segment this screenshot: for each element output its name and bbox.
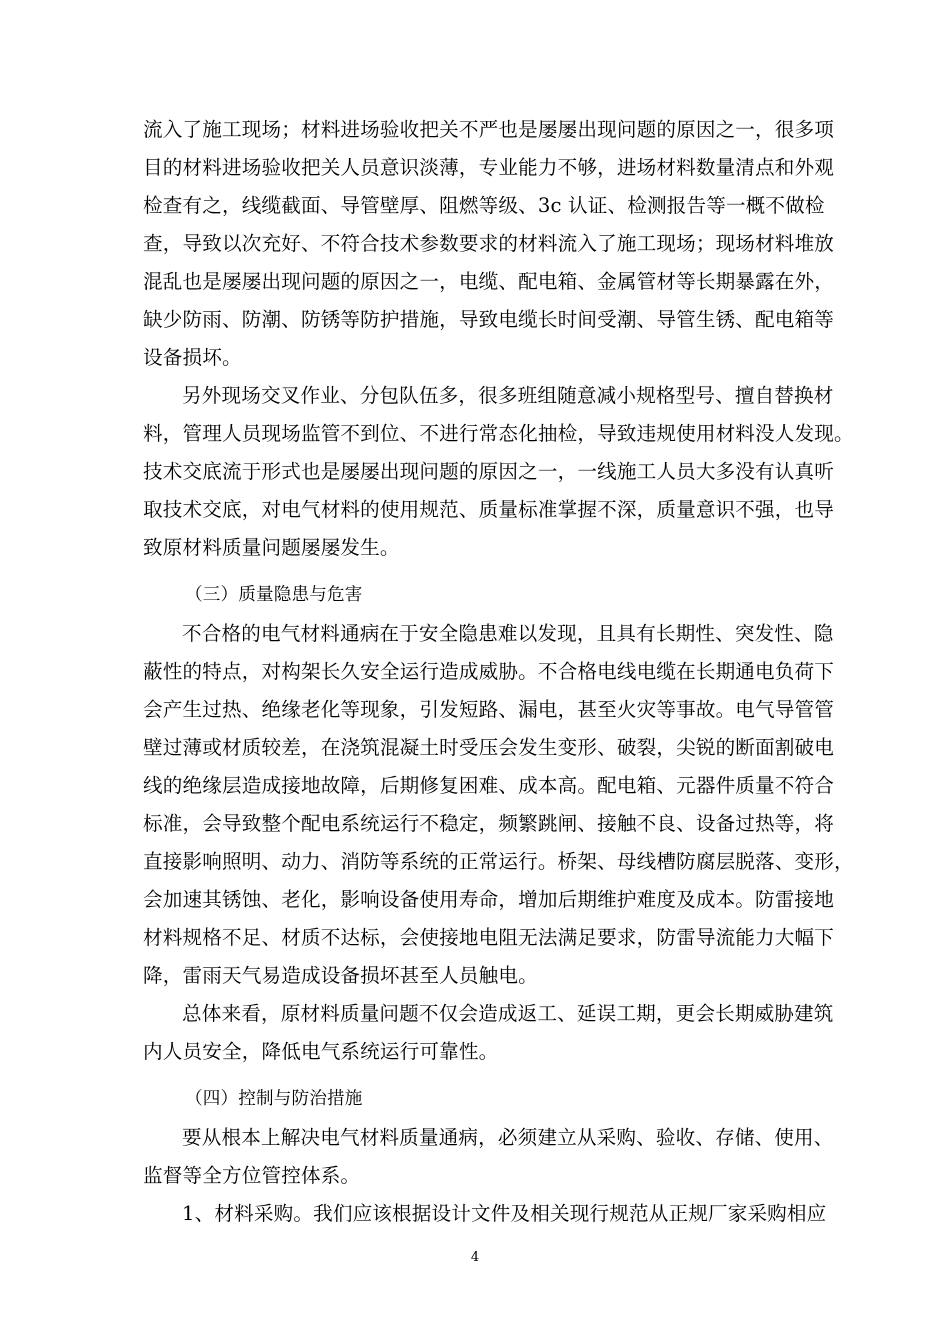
body-text-line: 线的绝缘层造成接地故障，后期修复困难、成本高。配电箱、元器件质量不符合 <box>143 774 835 797</box>
section-heading: （四）控制与防治措施 <box>185 1089 363 1109</box>
body-text-line: 技术交底流于形式也是屡屡出现问题的原因之一，一线施工人员大多没有认真听 <box>143 460 835 483</box>
body-text-line: 总体来看，原材料质量问题不仅会造成返工、延误工期，更会长期威胁建筑 <box>182 1002 834 1025</box>
body-text-line: 要从根本上解决电气材料质量通病，必须建立从采购、验收、存储、使用、 <box>182 1126 834 1149</box>
body-text-line: 取技术交底，对电气材料的使用规范、质量标准掌握不深，质量意识不强，也导 <box>143 498 835 521</box>
body-text-line: 监督等全方位管控体系。 <box>143 1164 361 1187</box>
page-number: 4 <box>470 1250 480 1265</box>
body-text-line: 检查有之，线缆截面、导管壁厚、阻燃等级、3c 认证、检测报告等一概不做检 <box>143 194 825 217</box>
body-text-line: 混乱也是屡屡出现问题的原因之一，电缆、配电箱、金属管材等长期暴露在外， <box>143 270 835 293</box>
body-text-line: 目的材料进场验收把关人员意识淡薄，专业能力不够，进场材料数量清点和外观 <box>143 156 835 179</box>
body-text-line: 致原材料质量问题屡屡发生。 <box>143 536 400 559</box>
body-text-line: 另外现场交叉作业、分包队伍多，很多班组随意减小规格型号、擅自替换材 <box>182 384 834 407</box>
body-text-line: 直接影响照明、动力、消防等系统的正常运行。桥架、母线槽防腐层脱落、变形， <box>143 850 854 873</box>
body-text-line: 内人员安全，降低电气系统运行可靠性。 <box>143 1040 499 1063</box>
body-text-line: 标准，会导致整个配电系统运行不稳定，频繁跳闸、接触不良、设备过热等，将 <box>143 812 835 835</box>
body-text-line: 材料规格不足、材质不达标，会使接地电阻无法满足要求，防雷导流能力大幅下 <box>143 926 835 949</box>
body-text-line: 查，导致以次充好、不符合技术参数要求的材料流入了施工现场；现场材料堆放 <box>143 232 835 255</box>
body-text-line: 会加速其锈蚀、老化，影响设备使用寿命，增加后期维护难度及成本。防雷接地 <box>143 888 835 911</box>
body-text-line: 设备损坏。 <box>143 346 242 369</box>
body-text-line: 料，管理人员现场监管不到位、不进行常态化抽检，导致违规使用材料没人发现。 <box>143 422 854 445</box>
body-text-line: 会产生过热、绝缘老化等现象，引发短路、漏电，甚至火灾等事故。电气导管管 <box>143 698 835 721</box>
body-text-line: 不合格的电气材料通病在于安全隐患难以发现，且具有长期性、突发性、隐 <box>182 622 834 645</box>
body-text-line: 壁过薄或材质较差，在浇筑混凝土时受压会发生变形、破裂，尖锐的断面割破电 <box>143 736 835 759</box>
body-text-line: 蔽性的特点，对构架长久安全运行造成威胁。不合格电线电缆在长期通电负荷下 <box>143 660 835 683</box>
body-text-line: 缺少防雨、防潮、防锈等防护措施，导致电缆长时间受潮、导管生锈、配电箱等 <box>143 308 835 331</box>
body-text-line: 1、材料采购。我们应该根据设计文件及相关现行规范从正规厂家采购相应 <box>182 1202 827 1225</box>
body-text-line: 降，雷雨天气易造成设备损坏甚至人员触电。 <box>143 964 538 987</box>
body-text-line: 流入了施工现场；材料进场验收把关不严也是屡屡出现问题的原因之一，很多项 <box>143 118 835 141</box>
section-heading: （三）质量隐患与危害 <box>185 585 363 605</box>
